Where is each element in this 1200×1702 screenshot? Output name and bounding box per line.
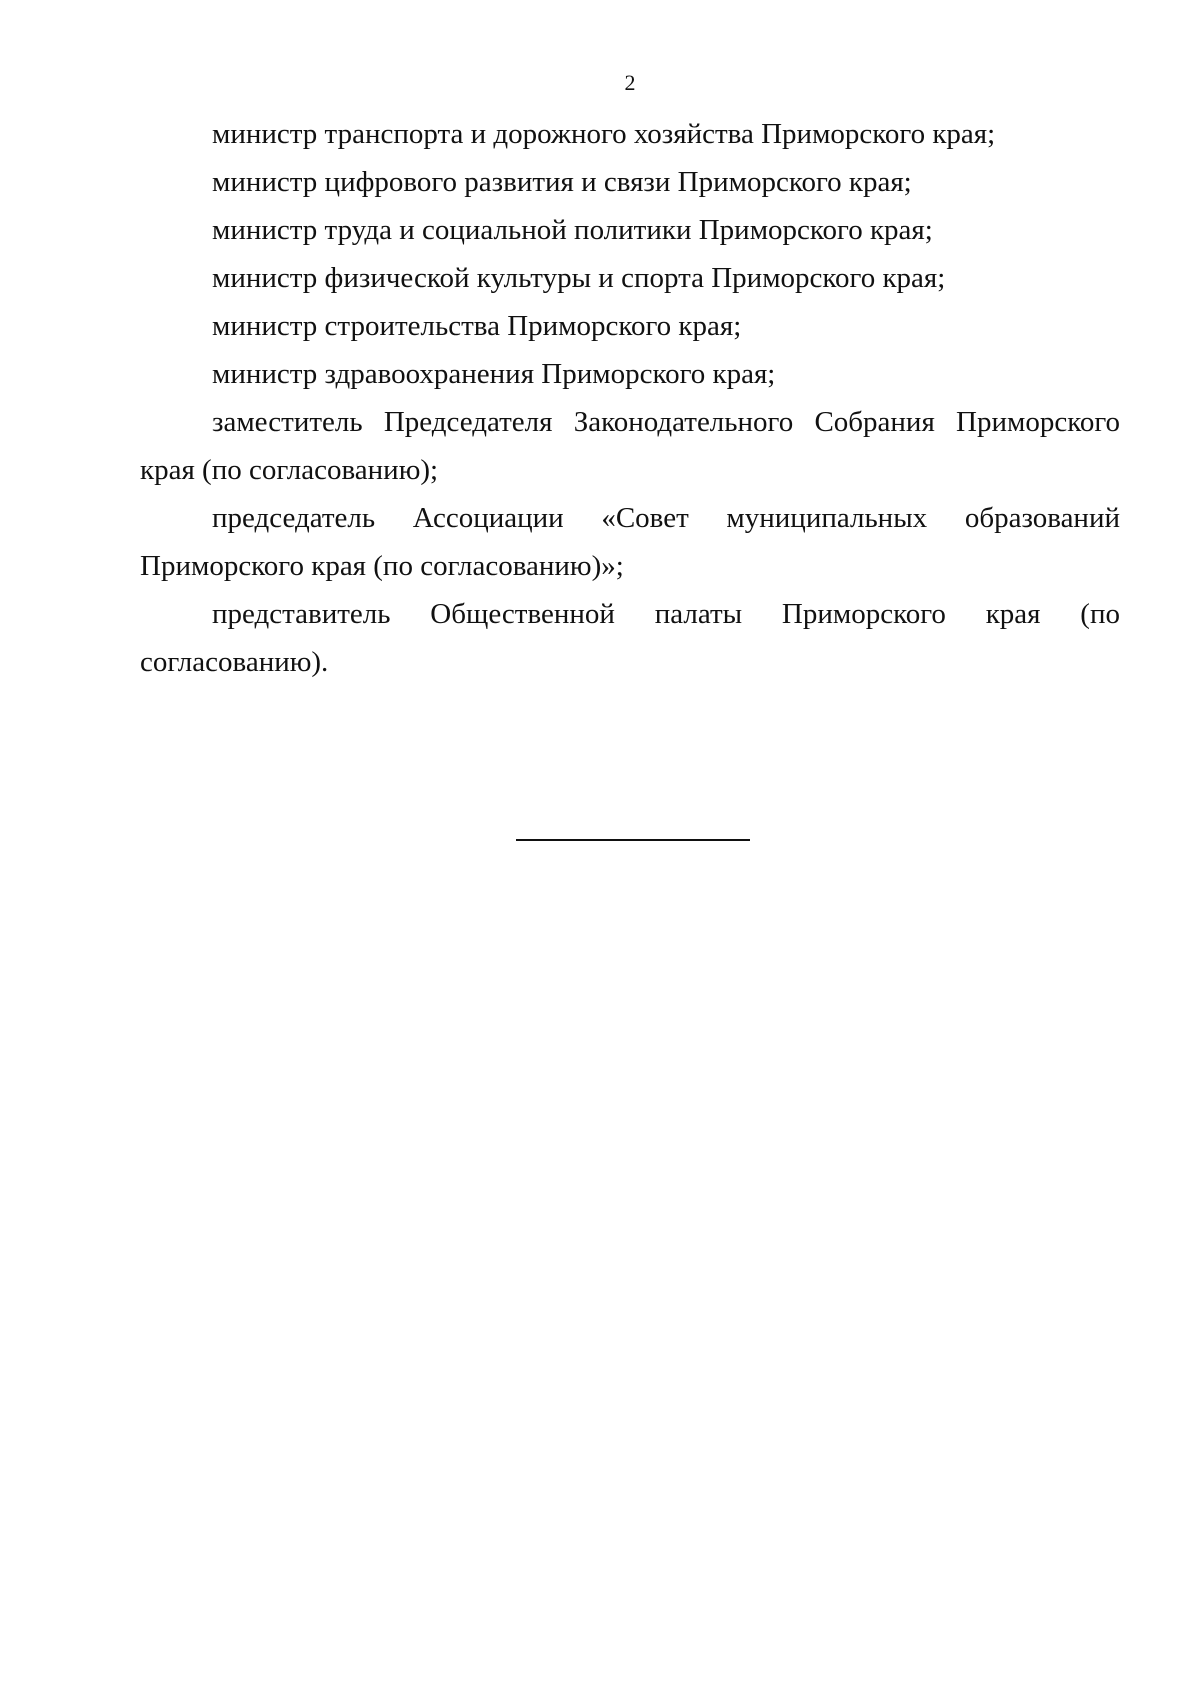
- member-list: [140, 110, 1120, 686]
- page-number: 2: [624, 70, 636, 95]
- list-item: министр физической культуры и спорта Приморского края;: [212, 262, 946, 294]
- list-item: заместитель Председателя Законодательного Собрания Приморского края (по согласованию);: [140, 406, 1120, 486]
- list-item: министр здравоохранения Приморского края;: [212, 358, 776, 390]
- end-divider: [516, 839, 750, 841]
- list-item: министр строительства Приморского края;: [212, 310, 742, 342]
- list-item: министр цифрового развития и связи Приморского края;: [212, 166, 912, 198]
- list-item: министр транспорта и дорожного хозяйства Приморского края;: [212, 118, 996, 150]
- list-item: председатель Ассоциации «Совет муниципальных образований Приморского края (по согласованию)»;: [140, 502, 1120, 582]
- list-item: министр труда и социальной политики Приморского края;: [212, 214, 933, 246]
- list-item: представитель Общественной палаты Приморского края (по согласованию).: [140, 598, 1120, 678]
